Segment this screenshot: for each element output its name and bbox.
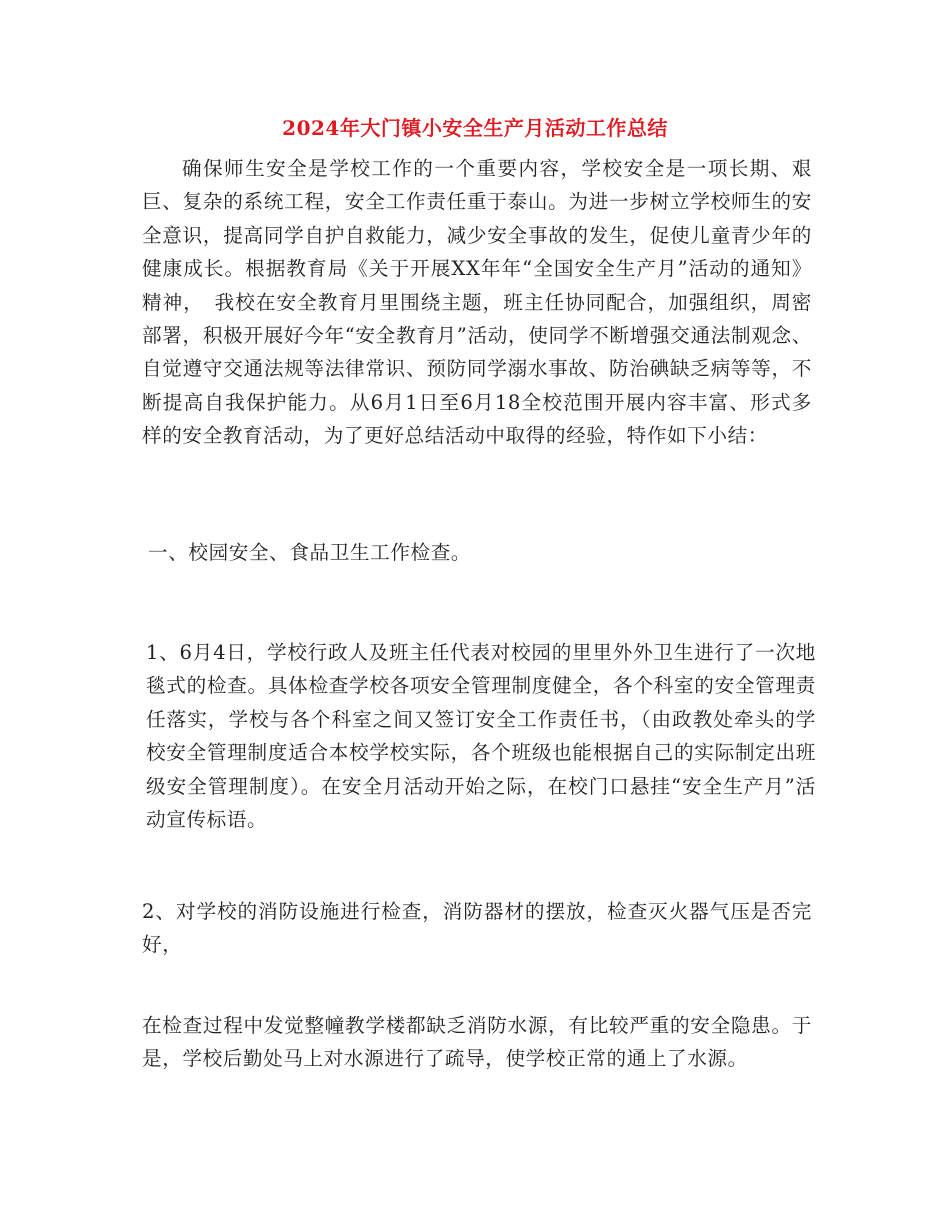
item-paragraph-1: 1、6月4日，学校行政人及班主任代表对校园的里里外外卫生进行了一次地毯式的检查。具体检查学校各项安全管理制度健全，各个科室的安全管理责任落实，学校与各个科室之间又签订安全工作责任书，（由政教处牵头的学校安全管理制度适合本校学校实际，各个班级也能根据自己的实际制定出班级安全管理制度）。在安全月活动开始之际，在校门口悬挂“安全生产月”活动宣传标语。 bbox=[146, 641, 816, 832]
section-heading: 一、校园安全、食品卫生工作检查。 bbox=[148, 541, 472, 564]
document-title: 2024年大门镇小安全生产月活动工作总结 bbox=[282, 116, 668, 140]
item-paragraph-2-continued: 在检查过程中发觉整幢教学楼都缺乏消防水源，有比较严重的安全隐患。于是，学校后勤处马上对水源进行了疏导，使学校正常的通上了水源。 bbox=[142, 1014, 812, 1071]
intro-paragraph: 确保师生安全是学校工作的一个重要内容，学校安全是一项长期、艰巨、复杂的系统工程，安全工作责任重于泰山。为进一步树立学校师生的安全意识，提高同学自护自救能力，减少安全事故的发生，促使儿童青少年的健康成长。根据教育局《关于开展XX年年“全国安全生产月”活动的通知》精神， 我校在安全教育月里围绕主题，班主任协同配合，加强组织，周密部署，积极开展好今年“安全教育月”活动，使同学不断增强交通法制观念、自觉遵守交通法规等法律常识、预防同学溺水事故、防治碘缺乏病等等，不断提高自我保护能力。从6月1日至6月18全校范围开展内容丰富、形式多样的安全教育活动，为了更好总结活动中取得的经验，特作如下小结： bbox=[142, 157, 812, 448]
item-paragraph-2: 2、对学校的消防设施进行检查，消防器材的摆放，检查灭火器气压是否完好， bbox=[142, 900, 812, 957]
